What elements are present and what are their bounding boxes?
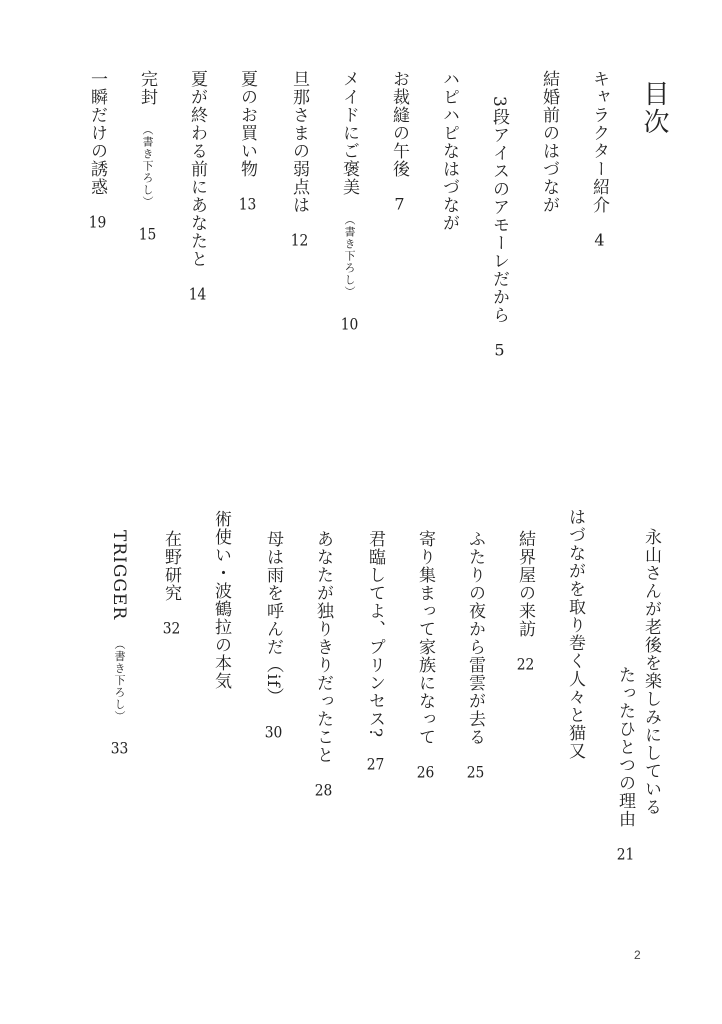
entry-title: ふたりの夜から雷雲が去る — [465, 530, 485, 746]
entry-title: 夏が終わる前にあなたと — [187, 70, 207, 268]
toc-entry[interactable] — [584, 70, 614, 248]
toc-entry[interactable] — [82, 70, 112, 230]
entry-title: メイドにご褒美 — [339, 70, 359, 196]
entry-title-continued: たったひとつの理由 — [615, 666, 635, 828]
entry-page: 22 — [516, 656, 535, 672]
entry-title: 在野研究 — [161, 530, 181, 602]
section-title: 結婚前のはづなが — [539, 70, 559, 214]
entry-page: 13 — [238, 196, 257, 212]
toc-entry[interactable] — [182, 70, 212, 302]
entry-page: 26 — [416, 764, 435, 780]
entry-page: 7 — [394, 196, 405, 212]
toc-entry-title-line[interactable] — [636, 528, 666, 816]
section-title: はづながを取り巻く人々と猫又 — [565, 508, 585, 760]
toc-section-heading — [560, 508, 590, 760]
toc-entry[interactable] — [258, 530, 288, 740]
toc-entry[interactable] — [308, 530, 338, 798]
entry-page: 21 — [616, 846, 635, 862]
toc-entry[interactable] — [232, 70, 262, 212]
entry-note: （書き下ろし） — [141, 124, 154, 208]
entry-title: 完封 — [137, 70, 157, 106]
entry-page: 19 — [88, 214, 107, 230]
entry-page: 33 — [110, 740, 129, 757]
entry-note: （書き下ろし） — [343, 214, 356, 298]
entry-page: 27 — [366, 756, 385, 773]
toc-title: 目次 — [639, 80, 669, 136]
entry-page: 4 — [594, 232, 605, 248]
entry-title: 旦那さまの弱点は — [289, 70, 309, 214]
entry-title: 母は雨を呼んだ（if） — [263, 530, 283, 706]
toc-entry[interactable] — [334, 70, 364, 332]
toc-section-heading — [434, 70, 464, 232]
section-title: ハピハピなはづなが — [439, 70, 459, 232]
toc-entry[interactable] — [384, 70, 414, 212]
entry-title: あなたが独りきりだったこと — [313, 530, 333, 764]
entry-page: 5 — [494, 341, 505, 358]
toc-entry[interactable] — [104, 530, 134, 756]
toc-entry[interactable] — [510, 530, 540, 672]
toc-entry[interactable] — [360, 530, 390, 772]
entry-page: 15 — [138, 226, 157, 242]
entry-page: 14 — [188, 286, 207, 302]
entry-page: 30 — [264, 723, 283, 740]
section-title: 術使い・波鶴拉の本気 — [211, 510, 231, 690]
entry-title: 君臨してよ、プリンセス? — [365, 530, 385, 739]
entry-title: 夏のお買い物 — [237, 70, 257, 178]
entry-title: お裁縫の午後 — [389, 70, 409, 178]
entry-page: 28 — [314, 782, 333, 798]
entry-title: 一瞬だけの誘惑 — [87, 70, 107, 196]
entry-page: 32 — [162, 620, 181, 636]
toc-entry[interactable] — [410, 530, 440, 780]
entry-page: 10 — [340, 316, 359, 332]
toc-entry-title-line[interactable] — [610, 666, 640, 862]
toc-entry[interactable] — [156, 530, 186, 636]
toc-entry[interactable] — [484, 96, 514, 358]
toc-entry[interactable] — [132, 70, 162, 242]
entry-note: （書き下ろし） — [113, 638, 126, 723]
page-number: 2 — [634, 948, 641, 962]
entry-title: 3段アイスのアモーレだから — [489, 96, 509, 324]
entry-page: 12 — [290, 232, 309, 248]
toc-entry[interactable] — [460, 530, 490, 780]
entry-page: 25 — [466, 764, 485, 780]
toc-section-heading — [534, 70, 564, 214]
entry-title: TRIGGER — [109, 530, 129, 621]
toc-section-heading — [206, 510, 236, 690]
toc-entry[interactable] — [284, 70, 314, 248]
entry-title: 結界屋の来訪 — [515, 530, 535, 638]
entry-title: 寄り集まって家族になって — [415, 530, 435, 746]
entry-title: キャラクター紹介 — [589, 70, 609, 214]
entry-title: 永山さんが老後を楽しみにしている — [641, 528, 661, 816]
